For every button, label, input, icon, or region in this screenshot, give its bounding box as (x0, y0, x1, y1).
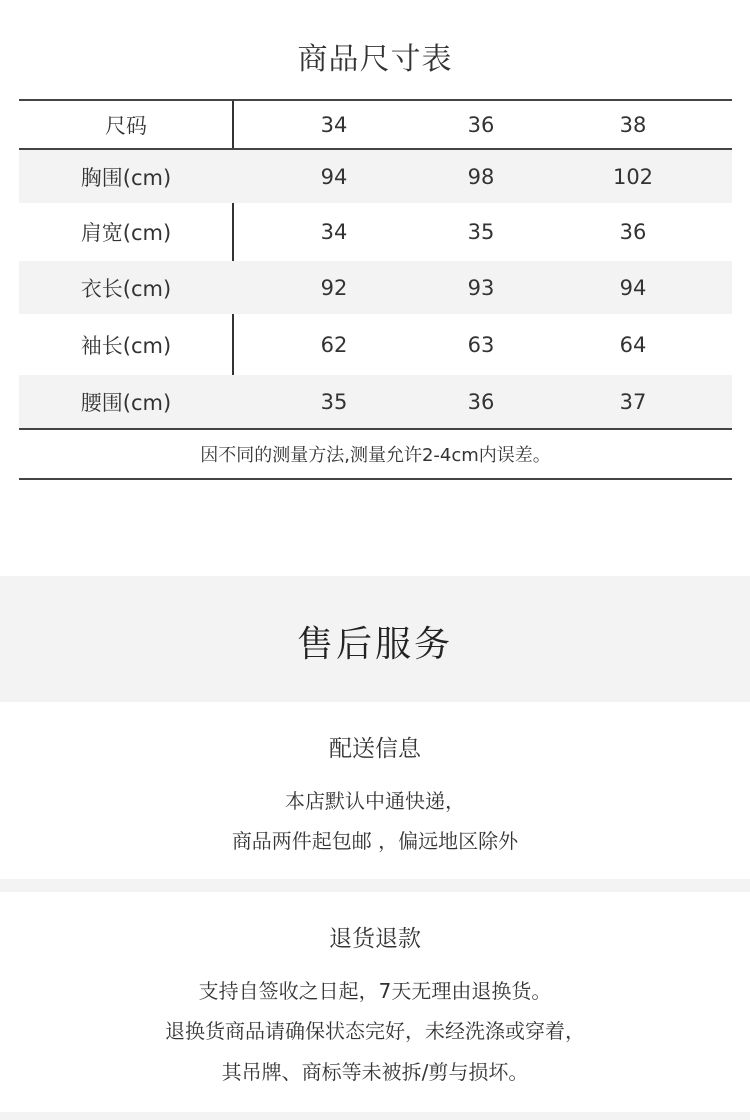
row-label: 腰围(cm) (80, 390, 172, 415)
measurement-note: 因不同的测量方法,测量允许2-4cm内误差。 (19, 428, 732, 480)
cell-value: 94 (619, 275, 647, 300)
row-label: 袖长(cm) (80, 333, 172, 358)
cell-value: 93 (467, 275, 495, 300)
cell-value: 35 (467, 220, 495, 244)
row-label: 胸围(cm) (80, 165, 172, 190)
bottom-band (0, 1112, 750, 1120)
table-row (19, 150, 732, 203)
row-label: 肩宽(cm) (80, 221, 172, 245)
table-row (19, 203, 732, 261)
cell-value: 92 (320, 275, 348, 300)
delivery-line: 商品两件起包邮 ，偏远地区除外 (231, 829, 519, 853)
returns-line: 支持自签收之日起，7天无理由退换货。 (198, 979, 552, 1003)
cell-value: 62 (320, 332, 348, 357)
size-header-36: 36 (467, 112, 495, 137)
table-header-row (19, 99, 732, 150)
row-label: 衣长(cm) (80, 276, 172, 301)
delivery-line: 本店默认中通快递， (285, 789, 465, 813)
table-row (19, 375, 732, 428)
size-table (19, 99, 732, 428)
cell-value: 35 (320, 389, 348, 414)
cell-value: 98 (467, 164, 495, 189)
section-divider-band (0, 879, 750, 892)
returns-line: 退换货商品请确保状态完好，未经洗涤或穿着， (165, 1019, 585, 1043)
after-sales-title: 售后服务 (296, 624, 453, 665)
cell-value: 34 (320, 220, 348, 244)
cell-value: 94 (320, 164, 348, 189)
delivery-title: 配送信息 (329, 736, 421, 762)
cell-value: 64 (619, 332, 647, 357)
cell-value: 37 (619, 389, 647, 414)
table-row (19, 261, 732, 314)
cell-value: 36 (619, 220, 647, 244)
size-chart-title: 商品尺寸表 (297, 42, 453, 77)
size-header-label: 尺码 (105, 113, 147, 138)
size-header-34: 34 (320, 112, 348, 137)
returns-title: 退货退款 (329, 926, 421, 952)
cell-value: 102 (612, 164, 654, 189)
size-header-38: 38 (619, 112, 647, 137)
cell-value: 36 (467, 389, 495, 414)
table-row (19, 314, 732, 375)
returns-line: 其吊牌、商标等未被拆/剪与损坏。 (221, 1060, 529, 1084)
cell-value: 63 (467, 332, 495, 357)
